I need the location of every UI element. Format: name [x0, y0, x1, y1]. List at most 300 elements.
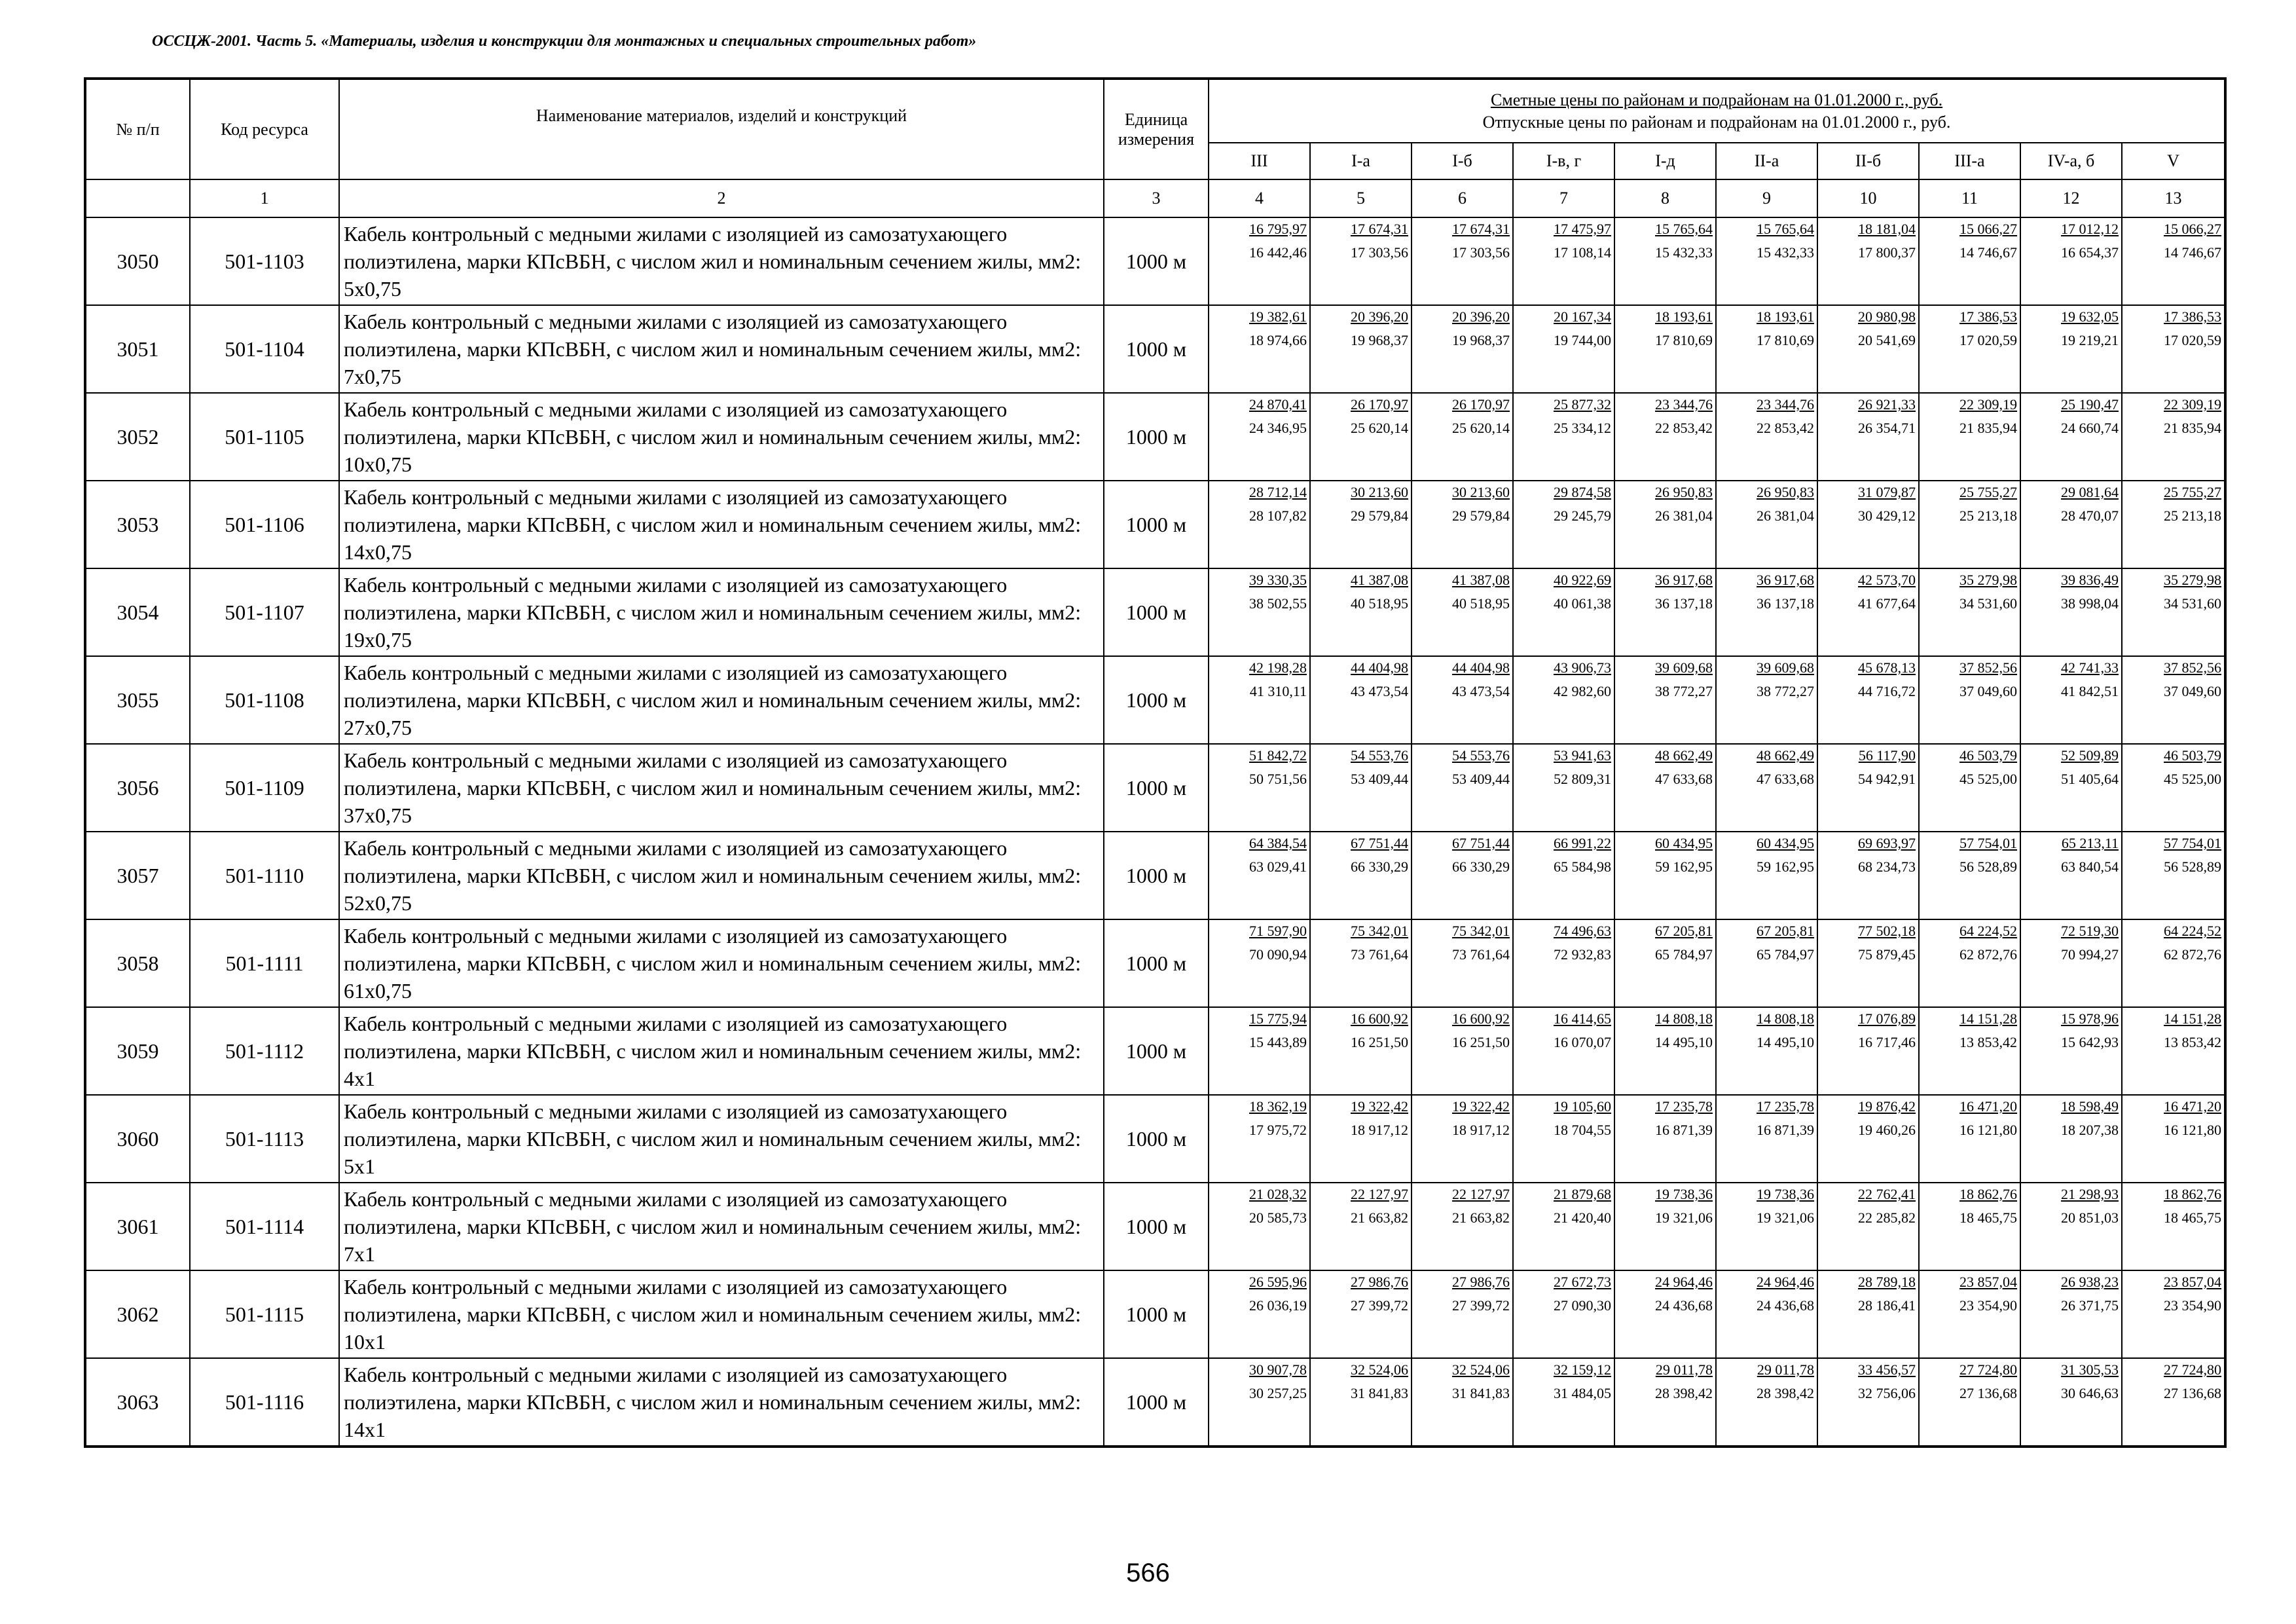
estimated-price: 67 751,44: [1351, 835, 1408, 851]
price-cell: [1412, 919, 1513, 1007]
estimated-price: 20 396,20: [1452, 308, 1510, 325]
price-cell: [2122, 1183, 2225, 1270]
wholesale-price: 16 251,50: [1351, 1034, 1408, 1050]
wholesale-price: 40 518,95: [1452, 595, 1510, 612]
estimated-price: 26 938,23: [2061, 1274, 2119, 1290]
estimated-price: 29 011,78: [1757, 1361, 1814, 1378]
price-cell: [1919, 481, 2020, 568]
price-cell: [2122, 1007, 2225, 1095]
estimated-price: 42 198,28: [1249, 659, 1307, 676]
estimated-price: 14 151,28: [1959, 1010, 2017, 1027]
row-number: 3053: [85, 481, 190, 568]
estimated-price: 77 502,18: [1858, 923, 1916, 939]
wholesale-price: 25 334,12: [1554, 420, 1611, 436]
wholesale-price: 22 853,42: [1655, 420, 1713, 436]
resource-code: 501-1109: [190, 744, 339, 832]
estimated-price: 25 877,32: [1554, 396, 1611, 413]
running-head: ОССЦЖ-2001. Часть 5. «Материалы, изделия и конструкции для монтажных и специальных строительных работ»: [152, 33, 977, 50]
wholesale-price: 24 660,74: [2061, 420, 2119, 436]
price-cell: [1919, 217, 2020, 305]
price-caption-wholesale: Отпускные цены по районам и подрайонам на 01.01.2000 г., руб.: [1482, 112, 1951, 132]
wholesale-price: 22 853,42: [1757, 420, 1814, 436]
wholesale-price: 20 851,03: [2061, 1209, 2119, 1226]
price-cell: [2122, 217, 2225, 305]
price-cell: [1817, 217, 1919, 305]
price-table: [84, 77, 2227, 1448]
price-cell: [1412, 1007, 1513, 1095]
wholesale-price: 66 330,29: [1351, 858, 1408, 875]
wholesale-price: 17 800,37: [1858, 244, 1916, 261]
estimated-price: 16 414,65: [1554, 1010, 1611, 1027]
resource-code: 501-1114: [190, 1183, 339, 1270]
price-cell: [2020, 393, 2122, 481]
price-cell: [1412, 305, 1513, 393]
estimated-price: 44 404,98: [1452, 659, 1510, 676]
wholesale-price: 13 853,42: [2164, 1034, 2222, 1050]
estimated-price: 19 382,61: [1249, 308, 1307, 325]
estimated-price: 18 193,61: [1655, 308, 1713, 325]
price-cell: [1614, 744, 1716, 832]
wholesale-price: 17 303,56: [1452, 244, 1510, 261]
header-region: I-б: [1412, 143, 1513, 179]
table-row: [85, 1007, 2225, 1095]
row-number: 3055: [85, 656, 190, 744]
wholesale-price: 21 663,82: [1452, 1209, 1510, 1226]
price-cell: [1310, 832, 1412, 919]
price-cell: [2122, 305, 2225, 393]
wholesale-price: 31 484,05: [1554, 1385, 1611, 1401]
wholesale-price: 50 751,56: [1249, 771, 1307, 787]
estimated-price: 17 475,97: [1554, 221, 1611, 237]
price-cell: [1817, 481, 1919, 568]
header-region: I-в, г: [1513, 143, 1614, 179]
price-cell: [2020, 1270, 2122, 1358]
estimated-price: 64 224,52: [1959, 923, 2017, 939]
wholesale-price: 18 917,12: [1452, 1122, 1510, 1138]
price-cell: [1716, 305, 1817, 393]
estimated-price: 26 950,83: [1655, 484, 1713, 500]
estimated-price: 71 597,90: [1249, 923, 1307, 939]
price-cell: [1513, 305, 1614, 393]
column-number: 13: [2122, 179, 2225, 217]
wholesale-price: 53 409,44: [1452, 771, 1510, 787]
wholesale-price: 51 405,64: [2061, 771, 2119, 787]
wholesale-price: 14 495,10: [1757, 1034, 1814, 1050]
wholesale-price: 16 121,80: [2164, 1122, 2222, 1138]
wholesale-price: 40 518,95: [1351, 595, 1408, 612]
estimated-price: 27 986,76: [1452, 1274, 1510, 1290]
unit-cell: 1000 м: [1104, 656, 1209, 744]
unit-cell: 1000 м: [1104, 1095, 1209, 1183]
estimated-price: 42 573,70: [1858, 572, 1916, 588]
estimated-price: 37 852,56: [1959, 659, 2017, 676]
estimated-price: 19 632,05: [2061, 308, 2119, 325]
estimated-price: 33 456,57: [1858, 1361, 1916, 1378]
material-name: Кабель контрольный с медными жилами с изоляцией из самозатухающего полиэтилена, марки КПсВБН, с числом жил и номинальным сечением жилы, мм2: 52х0,75: [339, 832, 1104, 919]
estimated-price: 15 066,27: [1959, 221, 2017, 237]
wholesale-price: 45 525,00: [1959, 771, 2017, 787]
estimated-price: 72 519,30: [2061, 923, 2119, 939]
estimated-price: 32 524,06: [1452, 1361, 1510, 1378]
resource-code: 501-1110: [190, 832, 339, 919]
wholesale-price: 72 932,83: [1554, 946, 1611, 963]
estimated-price: 75 342,01: [1452, 923, 1510, 939]
price-cell: [2020, 217, 2122, 305]
price-cell: [1513, 744, 1614, 832]
estimated-price: 41 387,08: [1351, 572, 1408, 588]
price-cell: [1614, 305, 1716, 393]
estimated-price: 17 235,78: [1655, 1098, 1713, 1115]
estimated-price: 15 765,64: [1655, 221, 1713, 237]
estimated-price: 17 012,12: [2061, 221, 2119, 237]
price-cell: [1209, 744, 1310, 832]
price-cell: [1310, 481, 1412, 568]
price-cell: [1209, 393, 1310, 481]
wholesale-price: 18 207,38: [2061, 1122, 2119, 1138]
wholesale-price: 27 090,30: [1554, 1297, 1611, 1314]
price-cell: [2122, 832, 2225, 919]
wholesale-price: 28 398,42: [1655, 1385, 1713, 1401]
estimated-price: 19 738,36: [1655, 1186, 1713, 1202]
wholesale-price: 14 746,67: [1959, 244, 2017, 261]
wholesale-price: 20 585,73: [1249, 1209, 1307, 1226]
estimated-price: 24 964,46: [1655, 1274, 1713, 1290]
table-row: [85, 568, 2225, 656]
estimated-price: 35 279,98: [2164, 572, 2222, 588]
page-number: 566: [1126, 1559, 1170, 1587]
wholesale-price: 31 841,83: [1351, 1385, 1408, 1401]
wholesale-price: 20 541,69: [1858, 332, 1916, 348]
price-cell: [2020, 919, 2122, 1007]
estimated-price: 67 751,44: [1452, 835, 1510, 851]
row-number: 3059: [85, 1007, 190, 1095]
price-cell: [1716, 1358, 1817, 1447]
estimated-price: 67 205,81: [1757, 923, 1814, 939]
estimated-price: 19 322,42: [1452, 1098, 1510, 1115]
price-cell: [1209, 1183, 1310, 1270]
estimated-price: 24 870,41: [1249, 396, 1307, 413]
estimated-price: 18 193,61: [1757, 308, 1814, 325]
price-cell: [2122, 481, 2225, 568]
estimated-price: 42 741,33: [2061, 659, 2119, 676]
estimated-price: 30 213,60: [1452, 484, 1510, 500]
wholesale-price: 26 371,75: [2061, 1297, 2119, 1314]
wholesale-price: 13 853,42: [1959, 1034, 2017, 1050]
table-row: [85, 1095, 2225, 1183]
price-cell: [1310, 305, 1412, 393]
price-cell: [1412, 1183, 1513, 1270]
estimated-price: 20 980,98: [1858, 308, 1916, 325]
wholesale-price: 28 186,41: [1858, 1297, 1916, 1314]
price-cell: [1817, 744, 1919, 832]
estimated-price: 54 553,76: [1452, 747, 1510, 764]
material-name: Кабель контрольный с медными жилами с изоляцией из самозатухающего полиэтилена, марки КПсВБН, с числом жил и номинальным сечением жилы, мм2: 10х0,75: [339, 393, 1104, 481]
price-cell: [1919, 744, 2020, 832]
estimated-price: 17 235,78: [1757, 1098, 1814, 1115]
wholesale-price: 43 473,54: [1351, 683, 1408, 699]
price-cell: [1513, 656, 1614, 744]
price-cell: [1614, 919, 1716, 1007]
price-cell: [1412, 744, 1513, 832]
price-cell: [2020, 656, 2122, 744]
wholesale-price: 17 020,59: [1959, 332, 2017, 348]
estimated-price: 26 170,97: [1452, 396, 1510, 413]
column-number: [85, 179, 190, 217]
wholesale-price: 59 162,95: [1655, 858, 1713, 875]
estimated-price: 25 755,27: [1959, 484, 2017, 500]
wholesale-price: 24 346,95: [1249, 420, 1307, 436]
price-cell: [1919, 919, 2020, 1007]
estimated-price: 35 279,98: [1959, 572, 2017, 588]
price-cell: [1919, 568, 2020, 656]
estimated-price: 75 342,01: [1351, 923, 1408, 939]
wholesale-price: 56 528,89: [2164, 858, 2222, 875]
estimated-price: 22 127,97: [1452, 1186, 1510, 1202]
price-cell: [1614, 217, 1716, 305]
price-cell: [1513, 1270, 1614, 1358]
wholesale-price: 30 646,63: [2061, 1385, 2119, 1401]
column-number: 8: [1614, 179, 1716, 217]
unit-cell: 1000 м: [1104, 1183, 1209, 1270]
price-cell: [1817, 919, 1919, 1007]
price-cell: [1310, 1270, 1412, 1358]
price-cell: [1817, 1095, 1919, 1183]
header-name: Наименование материалов, изделий и конструкций: [339, 79, 1104, 179]
price-cell: [1310, 568, 1412, 656]
wholesale-price: 15 432,33: [1655, 244, 1713, 261]
wholesale-price: 18 465,75: [2164, 1209, 2222, 1226]
estimated-price: 56 117,90: [1858, 747, 1916, 764]
wholesale-price: 16 121,80: [1959, 1122, 2017, 1138]
resource-code: 501-1105: [190, 393, 339, 481]
wholesale-price: 41 677,64: [1858, 595, 1916, 612]
wholesale-price: 26 036,19: [1249, 1297, 1307, 1314]
estimated-price: 65 213,11: [2061, 835, 2119, 851]
estimated-price: 32 159,12: [1554, 1361, 1611, 1378]
wholesale-price: 14 495,10: [1655, 1034, 1713, 1050]
header-num: № п/п: [85, 79, 190, 179]
estimated-price: 48 662,49: [1655, 747, 1713, 764]
estimated-price: 32 524,06: [1351, 1361, 1408, 1378]
wholesale-price: 17 810,69: [1655, 332, 1713, 348]
wholesale-price: 19 968,37: [1452, 332, 1510, 348]
estimated-price: 66 991,22: [1554, 835, 1611, 851]
wholesale-price: 25 620,14: [1351, 420, 1408, 436]
estimated-price: 18 362,19: [1249, 1098, 1307, 1115]
wholesale-price: 15 432,33: [1757, 244, 1814, 261]
material-name: Кабель контрольный с медными жилами с изоляцией из самозатухающего полиэтилена, марки КПсВБН, с числом жил и номинальным сечением жилы, мм2: 4х1: [339, 1007, 1104, 1095]
estimated-price: 25 755,27: [2164, 484, 2222, 500]
price-cell: [1919, 1183, 2020, 1270]
estimated-price: 17 076,89: [1858, 1010, 1916, 1027]
wholesale-price: 28 470,07: [2061, 507, 2119, 524]
unit-cell: 1000 м: [1104, 568, 1209, 656]
wholesale-price: 17 810,69: [1757, 332, 1814, 348]
estimated-price: 19 738,36: [1757, 1186, 1814, 1202]
unit-cell: 1000 м: [1104, 305, 1209, 393]
wholesale-price: 22 285,82: [1858, 1209, 1916, 1226]
price-cell: [2020, 481, 2122, 568]
price-cell: [1310, 1183, 1412, 1270]
wholesale-price: 36 137,18: [1655, 595, 1713, 612]
wholesale-price: 16 871,39: [1655, 1122, 1713, 1138]
price-cell: [1513, 568, 1614, 656]
column-number: 11: [1919, 179, 2020, 217]
estimated-price: 17 674,31: [1452, 221, 1510, 237]
estimated-price: 15 775,94: [1249, 1010, 1307, 1027]
wholesale-price: 66 330,29: [1452, 858, 1510, 875]
estimated-price: 21 298,93: [2061, 1186, 2119, 1202]
wholesale-price: 19 321,06: [1655, 1209, 1713, 1226]
wholesale-price: 70 090,94: [1249, 946, 1307, 963]
column-number: 3: [1104, 179, 1209, 217]
table-row: [85, 393, 2225, 481]
header-region: I-д: [1614, 143, 1716, 179]
unit-cell: 1000 м: [1104, 1270, 1209, 1358]
wholesale-price: 63 840,54: [2061, 858, 2119, 875]
estimated-price: 39 609,68: [1655, 659, 1713, 676]
price-cell: [1412, 568, 1513, 656]
material-name: Кабель контрольный с медными жилами с изоляцией из самозатухающего полиэтилена, марки КПсВБН, с числом жил и номинальным сечением жилы, мм2: 14х0,75: [339, 481, 1104, 568]
wholesale-price: 18 974,66: [1249, 332, 1307, 348]
wholesale-price: 18 917,12: [1351, 1122, 1408, 1138]
price-cell: [1817, 393, 1919, 481]
wholesale-price: 17 020,59: [2164, 332, 2222, 348]
unit-cell: 1000 м: [1104, 1358, 1209, 1447]
wholesale-price: 38 772,27: [1655, 683, 1713, 699]
column-number: 4: [1209, 179, 1310, 217]
price-cell: [1209, 481, 1310, 568]
estimated-price: 26 170,97: [1351, 396, 1408, 413]
wholesale-price: 38 772,27: [1757, 683, 1814, 699]
price-cell: [1614, 568, 1716, 656]
wholesale-price: 47 633,68: [1655, 771, 1713, 787]
estimated-price: 26 950,83: [1757, 484, 1814, 500]
wholesale-price: 41 842,51: [2061, 683, 2119, 699]
resource-code: 501-1103: [190, 217, 339, 305]
price-cell: [2122, 568, 2225, 656]
price-cell: [2122, 1270, 2225, 1358]
price-caption-estimated: Сметные цены по районам и подрайонам на 01.01.2000 г., руб.: [1490, 90, 1943, 109]
price-cell: [1716, 568, 1817, 656]
price-cell: [1817, 656, 1919, 744]
price-cell: [1310, 1358, 1412, 1447]
estimated-price: 23 344,76: [1655, 396, 1713, 413]
estimated-price: 46 503,79: [2164, 747, 2222, 764]
wholesale-price: 17 975,72: [1249, 1122, 1307, 1138]
price-cell: [2122, 1358, 2225, 1447]
estimated-price: 14 808,18: [1757, 1010, 1814, 1027]
estimated-price: 60 434,95: [1655, 835, 1713, 851]
price-cell: [1209, 1358, 1310, 1447]
resource-code: 501-1115: [190, 1270, 339, 1358]
wholesale-price: 65 784,97: [1655, 946, 1713, 963]
resource-code: 501-1112: [190, 1007, 339, 1095]
price-cell: [1716, 217, 1817, 305]
material-name: Кабель контрольный с медными жилами с изоляцией из самозатухающего полиэтилена, марки КПсВБН, с числом жил и номинальным сечением жилы, мм2: 61х0,75: [339, 919, 1104, 1007]
estimated-price: 54 553,76: [1351, 747, 1408, 764]
price-cell: [1310, 919, 1412, 1007]
wholesale-price: 73 761,64: [1452, 946, 1510, 963]
wholesale-price: 19 744,00: [1554, 332, 1611, 348]
column-number: 12: [2020, 179, 2122, 217]
estimated-price: 16 471,20: [1959, 1098, 2017, 1115]
wholesale-price: 21 663,82: [1351, 1209, 1408, 1226]
wholesale-price: 27 136,68: [2164, 1385, 2222, 1401]
unit-cell: 1000 м: [1104, 832, 1209, 919]
wholesale-price: 27 136,68: [1959, 1385, 2017, 1401]
price-cell: [1209, 305, 1310, 393]
wholesale-price: 21 835,94: [2164, 420, 2222, 436]
material-name: Кабель контрольный с медными жилами с изоляцией из самозатухающего полиэтилена, марки КПсВБН, с числом жил и номинальным сечением жилы, мм2: 7х1: [339, 1183, 1104, 1270]
price-cell: [1513, 1007, 1614, 1095]
wholesale-price: 28 398,42: [1757, 1385, 1814, 1401]
estimated-price: 23 344,76: [1757, 396, 1814, 413]
price-cell: [1310, 1095, 1412, 1183]
wholesale-price: 62 872,76: [2164, 946, 2222, 963]
price-cell: [1209, 568, 1310, 656]
row-number: 3050: [85, 217, 190, 305]
estimated-price: 16 600,92: [1452, 1010, 1510, 1027]
estimated-price: 27 724,80: [2164, 1361, 2222, 1378]
price-cell: [1919, 1358, 2020, 1447]
price-cell: [1716, 481, 1817, 568]
wholesale-price: 29 579,84: [1351, 507, 1408, 524]
wholesale-price: 59 162,95: [1757, 858, 1814, 875]
estimated-price: 74 496,63: [1554, 923, 1611, 939]
price-cell: [1614, 393, 1716, 481]
estimated-price: 29 011,78: [1655, 1361, 1713, 1378]
wholesale-price: 27 399,72: [1452, 1297, 1510, 1314]
wholesale-price: 24 436,68: [1757, 1297, 1814, 1314]
price-cell: [1412, 393, 1513, 481]
wholesale-price: 32 756,06: [1858, 1385, 1916, 1401]
price-cell: [2122, 393, 2225, 481]
price-cell: [2020, 1095, 2122, 1183]
wholesale-price: 62 872,76: [1959, 946, 2017, 963]
estimated-price: 52 509,89: [2061, 747, 2119, 764]
header-region: III-а: [1919, 143, 2020, 179]
resource-code: 501-1116: [190, 1358, 339, 1447]
price-cell: [2020, 1358, 2122, 1447]
price-cell: [1614, 1007, 1716, 1095]
row-number: 3063: [85, 1358, 190, 1447]
estimated-price: 15 066,27: [2164, 221, 2222, 237]
wholesale-price: 19 460,26: [1858, 1122, 1916, 1138]
estimated-price: 21 879,68: [1554, 1186, 1611, 1202]
wholesale-price: 73 761,64: [1351, 946, 1408, 963]
column-number: 10: [1817, 179, 1919, 217]
price-cell: [1513, 393, 1614, 481]
column-number: 7: [1513, 179, 1614, 217]
column-number: 6: [1412, 179, 1513, 217]
price-cell: [1412, 1270, 1513, 1358]
estimated-price: 26 595,96: [1249, 1274, 1307, 1290]
wholesale-price: 27 399,72: [1351, 1297, 1408, 1314]
wholesale-price: 18 465,75: [1959, 1209, 2017, 1226]
estimated-price: 19 876,42: [1858, 1098, 1916, 1115]
price-cell: [1412, 1095, 1513, 1183]
price-cell: [1310, 217, 1412, 305]
price-cell: [1716, 1095, 1817, 1183]
table-row: [85, 919, 2225, 1007]
price-cell: [1209, 919, 1310, 1007]
row-number: 3060: [85, 1095, 190, 1183]
resource-code: 501-1113: [190, 1095, 339, 1183]
wholesale-price: 19 219,21: [2061, 332, 2119, 348]
price-cell: [1513, 832, 1614, 919]
table-row: [85, 1183, 2225, 1270]
